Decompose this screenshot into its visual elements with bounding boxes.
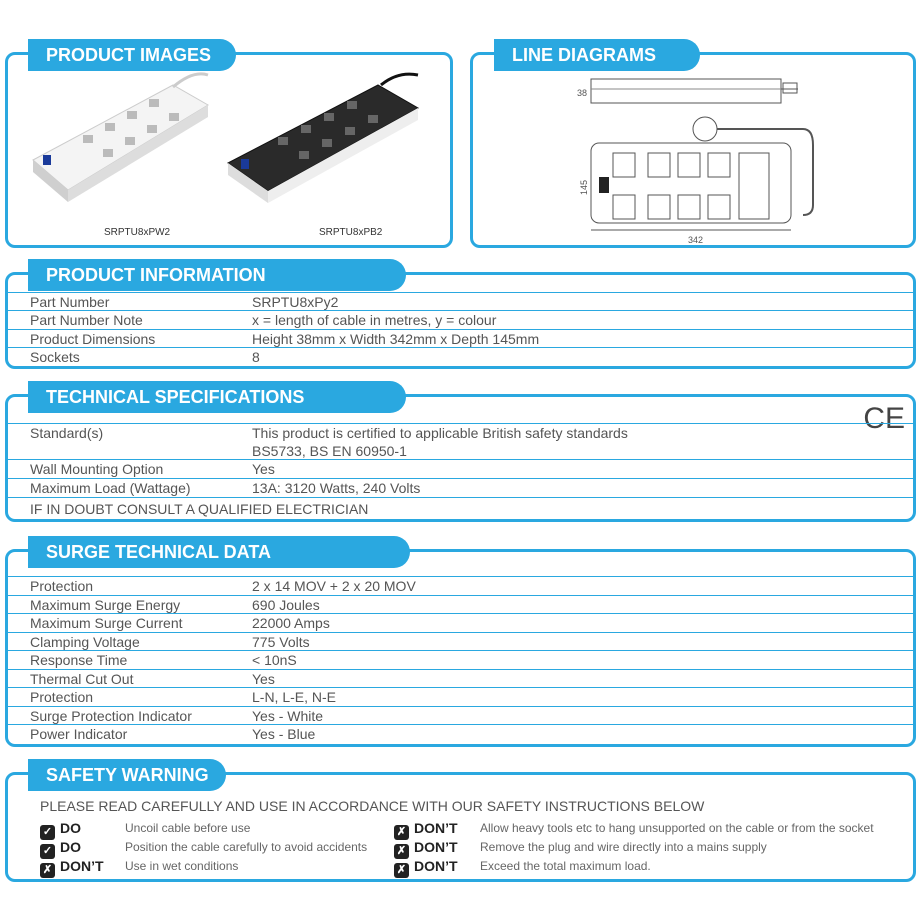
safety-instruction: Uncoil cable before use: [125, 821, 251, 835]
cross-icon: ✗: [394, 863, 409, 878]
spec-key: Part Number: [30, 294, 110, 310]
ce-mark: CE: [863, 402, 905, 435]
product-images-panel: [5, 52, 453, 248]
spec-row: [8, 613, 913, 632]
spec-row: [8, 459, 913, 478]
safety-key-text: DON’T: [414, 858, 458, 874]
spec-row: [8, 724, 913, 743]
surge-data-panel: [5, 549, 916, 747]
spec-key: Maximum Load (Wattage): [30, 480, 191, 496]
spec-value: SRPTU8xPy2: [252, 294, 339, 310]
dont-label: [394, 820, 458, 840]
spec-key: Clamping Voltage: [30, 633, 140, 650]
spec-key: Protection: [30, 578, 94, 594]
line-diagrams-tab: LINE DIAGRAMS: [494, 39, 700, 71]
spec-row: [8, 292, 913, 311]
spec-key: Response Time: [30, 652, 128, 668]
spec-row: [8, 347, 913, 366]
height-dimension-label: 38: [577, 88, 588, 98]
dont-label: [394, 839, 458, 859]
surge-data-tab: SURGE TECHNICAL DATA: [28, 536, 410, 568]
safety-instruction: Use in wet conditions: [125, 859, 239, 873]
cross-icon: ✗: [394, 825, 409, 840]
spec-value: Yes: [252, 670, 275, 687]
spec-key: Power Indicator: [30, 726, 128, 742]
spec-value: 8: [252, 349, 260, 366]
spec-row: [8, 310, 913, 329]
spec-row: [8, 595, 913, 614]
black-strip-caption: SRPTU8xPB2: [319, 227, 383, 238]
safety-key-text: DON’T: [414, 839, 458, 855]
safety-instruction: Allow heavy tools etc to hang unsupported on the cable or from the socket: [480, 821, 874, 835]
spec-value: 22000 Amps: [252, 615, 330, 631]
spec-key: Product Dimensions: [30, 330, 156, 347]
spec-value: L-N, L-E, N-E: [252, 689, 337, 705]
safety-instruction: Position the cable carefully to avoid accidents: [125, 840, 368, 854]
safety-intro: PLEASE READ CAREFULLY AND USE IN ACCORDANCE WITH OUR SAFETY INSTRUCTIONS BELOW: [40, 798, 705, 814]
cross-icon: ✗: [40, 863, 55, 878]
spec-value: Yes: [252, 461, 275, 477]
safety-instruction: Remove the plug and wire directly into a mains supply: [480, 840, 767, 854]
spec-row: [8, 706, 913, 725]
standard-value-2: BS5733, BS EN 60950-1: [252, 443, 407, 459]
dont-label: [40, 858, 104, 878]
safety-warning-tab: SAFETY WARNING: [28, 759, 226, 791]
white-strip-caption: SRPTU8xPW2: [104, 227, 171, 238]
standard-row: [8, 423, 913, 459]
cross-icon: ✗: [394, 844, 409, 859]
line-diagrams-panel: [470, 52, 916, 248]
technical-specifications-panel: [5, 394, 916, 522]
spec-row: [8, 576, 913, 595]
spec-value: 2 x 14 MOV + 2 x 20 MOV: [252, 578, 416, 594]
spec-value: < 10nS: [252, 652, 297, 668]
spec-row: [8, 478, 913, 497]
spec-key: Maximum Surge Current: [30, 615, 183, 631]
line-diagram-drawing: [473, 55, 913, 245]
depth-dimension-label: 145: [579, 179, 589, 195]
safety-key-text: DON’T: [60, 858, 104, 874]
spec-value: Yes - Blue: [252, 726, 316, 742]
do-label: [40, 820, 81, 840]
spec-key: Protection: [30, 689, 94, 705]
safety-key-text: DO: [60, 839, 81, 855]
spec-key: Sockets: [30, 349, 80, 366]
spec-value: 690 Joules: [252, 596, 320, 613]
safety-key-text: DON’T: [414, 820, 458, 836]
spec-row: [8, 669, 913, 688]
spec-value: 775 Volts: [252, 633, 310, 650]
standard-value-1: This product is certified to applicable British safety standards: [252, 425, 628, 441]
safety-key-text: DO: [60, 820, 81, 836]
spec-key: Surge Protection Indicator: [30, 707, 192, 724]
white-power-strip-image: [23, 65, 213, 205]
dont-label: [394, 858, 458, 878]
spec-value: Yes - White: [252, 707, 324, 724]
black-power-strip-image: [223, 63, 423, 213]
safety-note-row: [8, 497, 913, 519]
spec-row: [8, 329, 913, 348]
technical-specifications-tab: TECHNICAL SPECIFICATIONS: [28, 381, 406, 413]
safety-note: IF IN DOUBT CONSULT A QUALIFIED ELECTRICIAN: [30, 501, 369, 517]
spec-key: Part Number Note: [30, 312, 143, 329]
spec-value: x = length of cable in metres, y = colour: [252, 312, 497, 329]
spec-value: Height 38mm x Width 342mm x Depth 145mm: [252, 330, 540, 347]
spec-row: [8, 687, 913, 706]
spec-row: [8, 632, 913, 651]
safety-instruction: Exceed the total maximum load.: [480, 859, 651, 873]
spec-row: [8, 650, 913, 669]
width-dimension-label: 342: [688, 235, 704, 245]
standard-key: Standard(s): [30, 425, 104, 441]
spec-key: Thermal Cut Out: [30, 670, 134, 687]
product-information-tab: PRODUCT INFORMATION: [28, 259, 406, 291]
do-label: [40, 839, 81, 859]
spec-value: 13A: 3120 Watts, 240 Volts: [252, 480, 421, 496]
product-images-tab: PRODUCT IMAGES: [28, 39, 236, 71]
check-icon: ✓: [40, 825, 55, 840]
check-icon: ✓: [40, 844, 55, 859]
spec-key: Wall Mounting Option: [30, 461, 164, 477]
spec-key: Maximum Surge Energy: [30, 596, 181, 613]
